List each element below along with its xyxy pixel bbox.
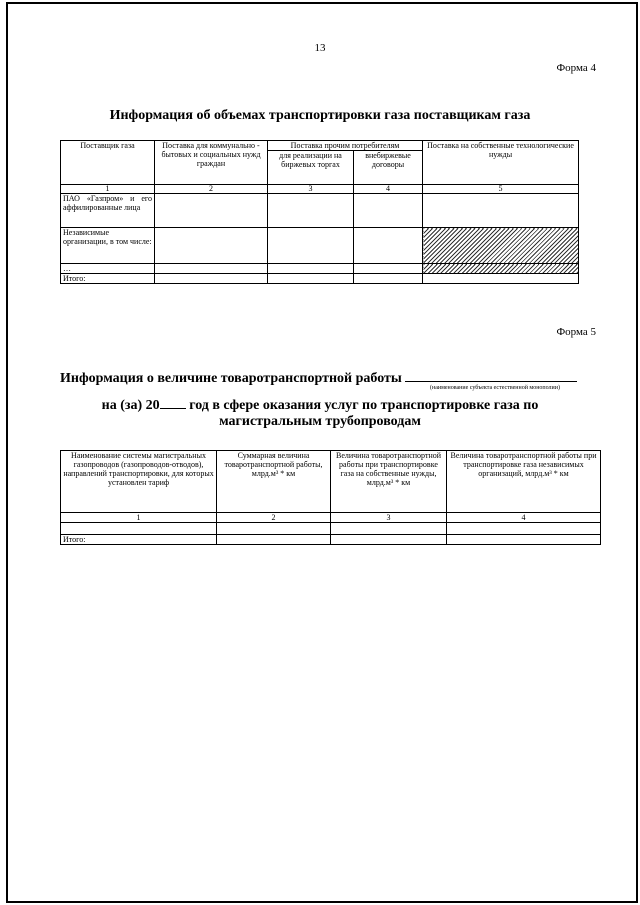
row-label-total: Итого:	[61, 535, 217, 545]
data-cell	[447, 535, 601, 545]
header-other: Поставка прочим потребителям	[268, 141, 423, 151]
table-row	[61, 535, 601, 545]
header-off-exchange: внебиржевые договоры	[354, 151, 423, 185]
page-border-bottom	[6, 901, 638, 903]
header-independent-work: Величина товаротранспортной работы при транспортировке газа независимых организаций, млрд.м³ * км	[447, 451, 601, 513]
data-cell	[331, 535, 447, 545]
data-cell	[354, 274, 423, 284]
data-cell	[268, 194, 354, 228]
data-cell	[61, 523, 217, 535]
data-cell	[217, 523, 331, 535]
header-own-needs: Поставка на собственные технологические нужды	[423, 141, 579, 185]
data-cell	[354, 228, 423, 264]
data-cell	[423, 194, 579, 228]
col-number: 3	[331, 513, 447, 523]
form5-title-line3: магистральным трубопроводам	[219, 414, 421, 429]
header-exchange: для реализации на биржевых торгах	[268, 151, 354, 185]
col-number: 3	[268, 185, 354, 194]
col-number: 4	[354, 185, 423, 194]
year-prefix: на (за) 20	[101, 398, 160, 413]
form4-table	[60, 140, 579, 284]
form5-table	[60, 450, 601, 545]
form5-title-line2	[0, 396, 640, 414]
table-row	[61, 264, 579, 274]
table-row	[61, 228, 579, 264]
col-number: 5	[423, 185, 579, 194]
data-cell	[268, 274, 354, 284]
table-row	[61, 194, 579, 228]
row-label-ellipsis: …	[61, 264, 155, 274]
data-cell	[155, 264, 268, 274]
form4-label: Форма 4	[556, 62, 596, 74]
col-number: 1	[61, 185, 155, 194]
table-row	[61, 523, 601, 535]
form5-subnote: (наименование субъекта естественной монополии)	[430, 385, 560, 391]
data-cell	[354, 264, 423, 274]
header-total-work: Суммарная величина товаротранспортной работы, млрд.м³ * км	[217, 451, 331, 513]
year-blank-line	[160, 396, 186, 409]
row-label-gazprom: ПАО «Газпром» и его аффилированные лица	[61, 194, 155, 228]
entity-blank-line	[405, 369, 577, 382]
data-cell	[268, 228, 354, 264]
form5-title-line2-rest: год в сфере оказания услуг по транспортировке газа по	[189, 398, 539, 413]
row-label-total: Итого:	[61, 274, 155, 284]
form5-title-text: Информация о величине товаротранспортной работы	[60, 371, 402, 386]
page-number: 13	[314, 42, 326, 54]
data-cell	[155, 274, 268, 284]
form5-label: Форма 5	[556, 326, 596, 338]
header-communal: Поставка для коммунально - бытовых и социальных нужд граждан	[155, 141, 268, 185]
data-cell	[155, 228, 268, 264]
data-cell	[354, 194, 423, 228]
data-cell	[155, 194, 268, 228]
header-own-needs-work: Величина товаротранспортной работы при транспортировке газа на собственные нужды, млрд.м³ * км	[331, 451, 447, 513]
data-cell	[331, 523, 447, 535]
col-number: 2	[217, 513, 331, 523]
form4-title: Информация об объемах транспортировки газа поставщикам газа	[109, 108, 531, 123]
col-number: 2	[155, 185, 268, 194]
data-cell	[217, 535, 331, 545]
data-cell	[268, 264, 354, 274]
row-label-independent: Независимые организации, в том числе:	[61, 228, 155, 264]
data-cell	[447, 523, 601, 535]
col-number: 1	[61, 513, 217, 523]
hatched-cell	[423, 228, 579, 264]
hatched-cell	[423, 264, 579, 274]
header-system-name: Наименование системы магистральных газопроводов (газопроводов-отводов), направлений транспортировки, для которых установлен тариф	[61, 451, 217, 513]
col-number: 4	[447, 513, 601, 523]
header-supplier: Поставщик газа	[61, 141, 155, 185]
data-cell	[423, 274, 579, 284]
table-row	[61, 274, 579, 284]
